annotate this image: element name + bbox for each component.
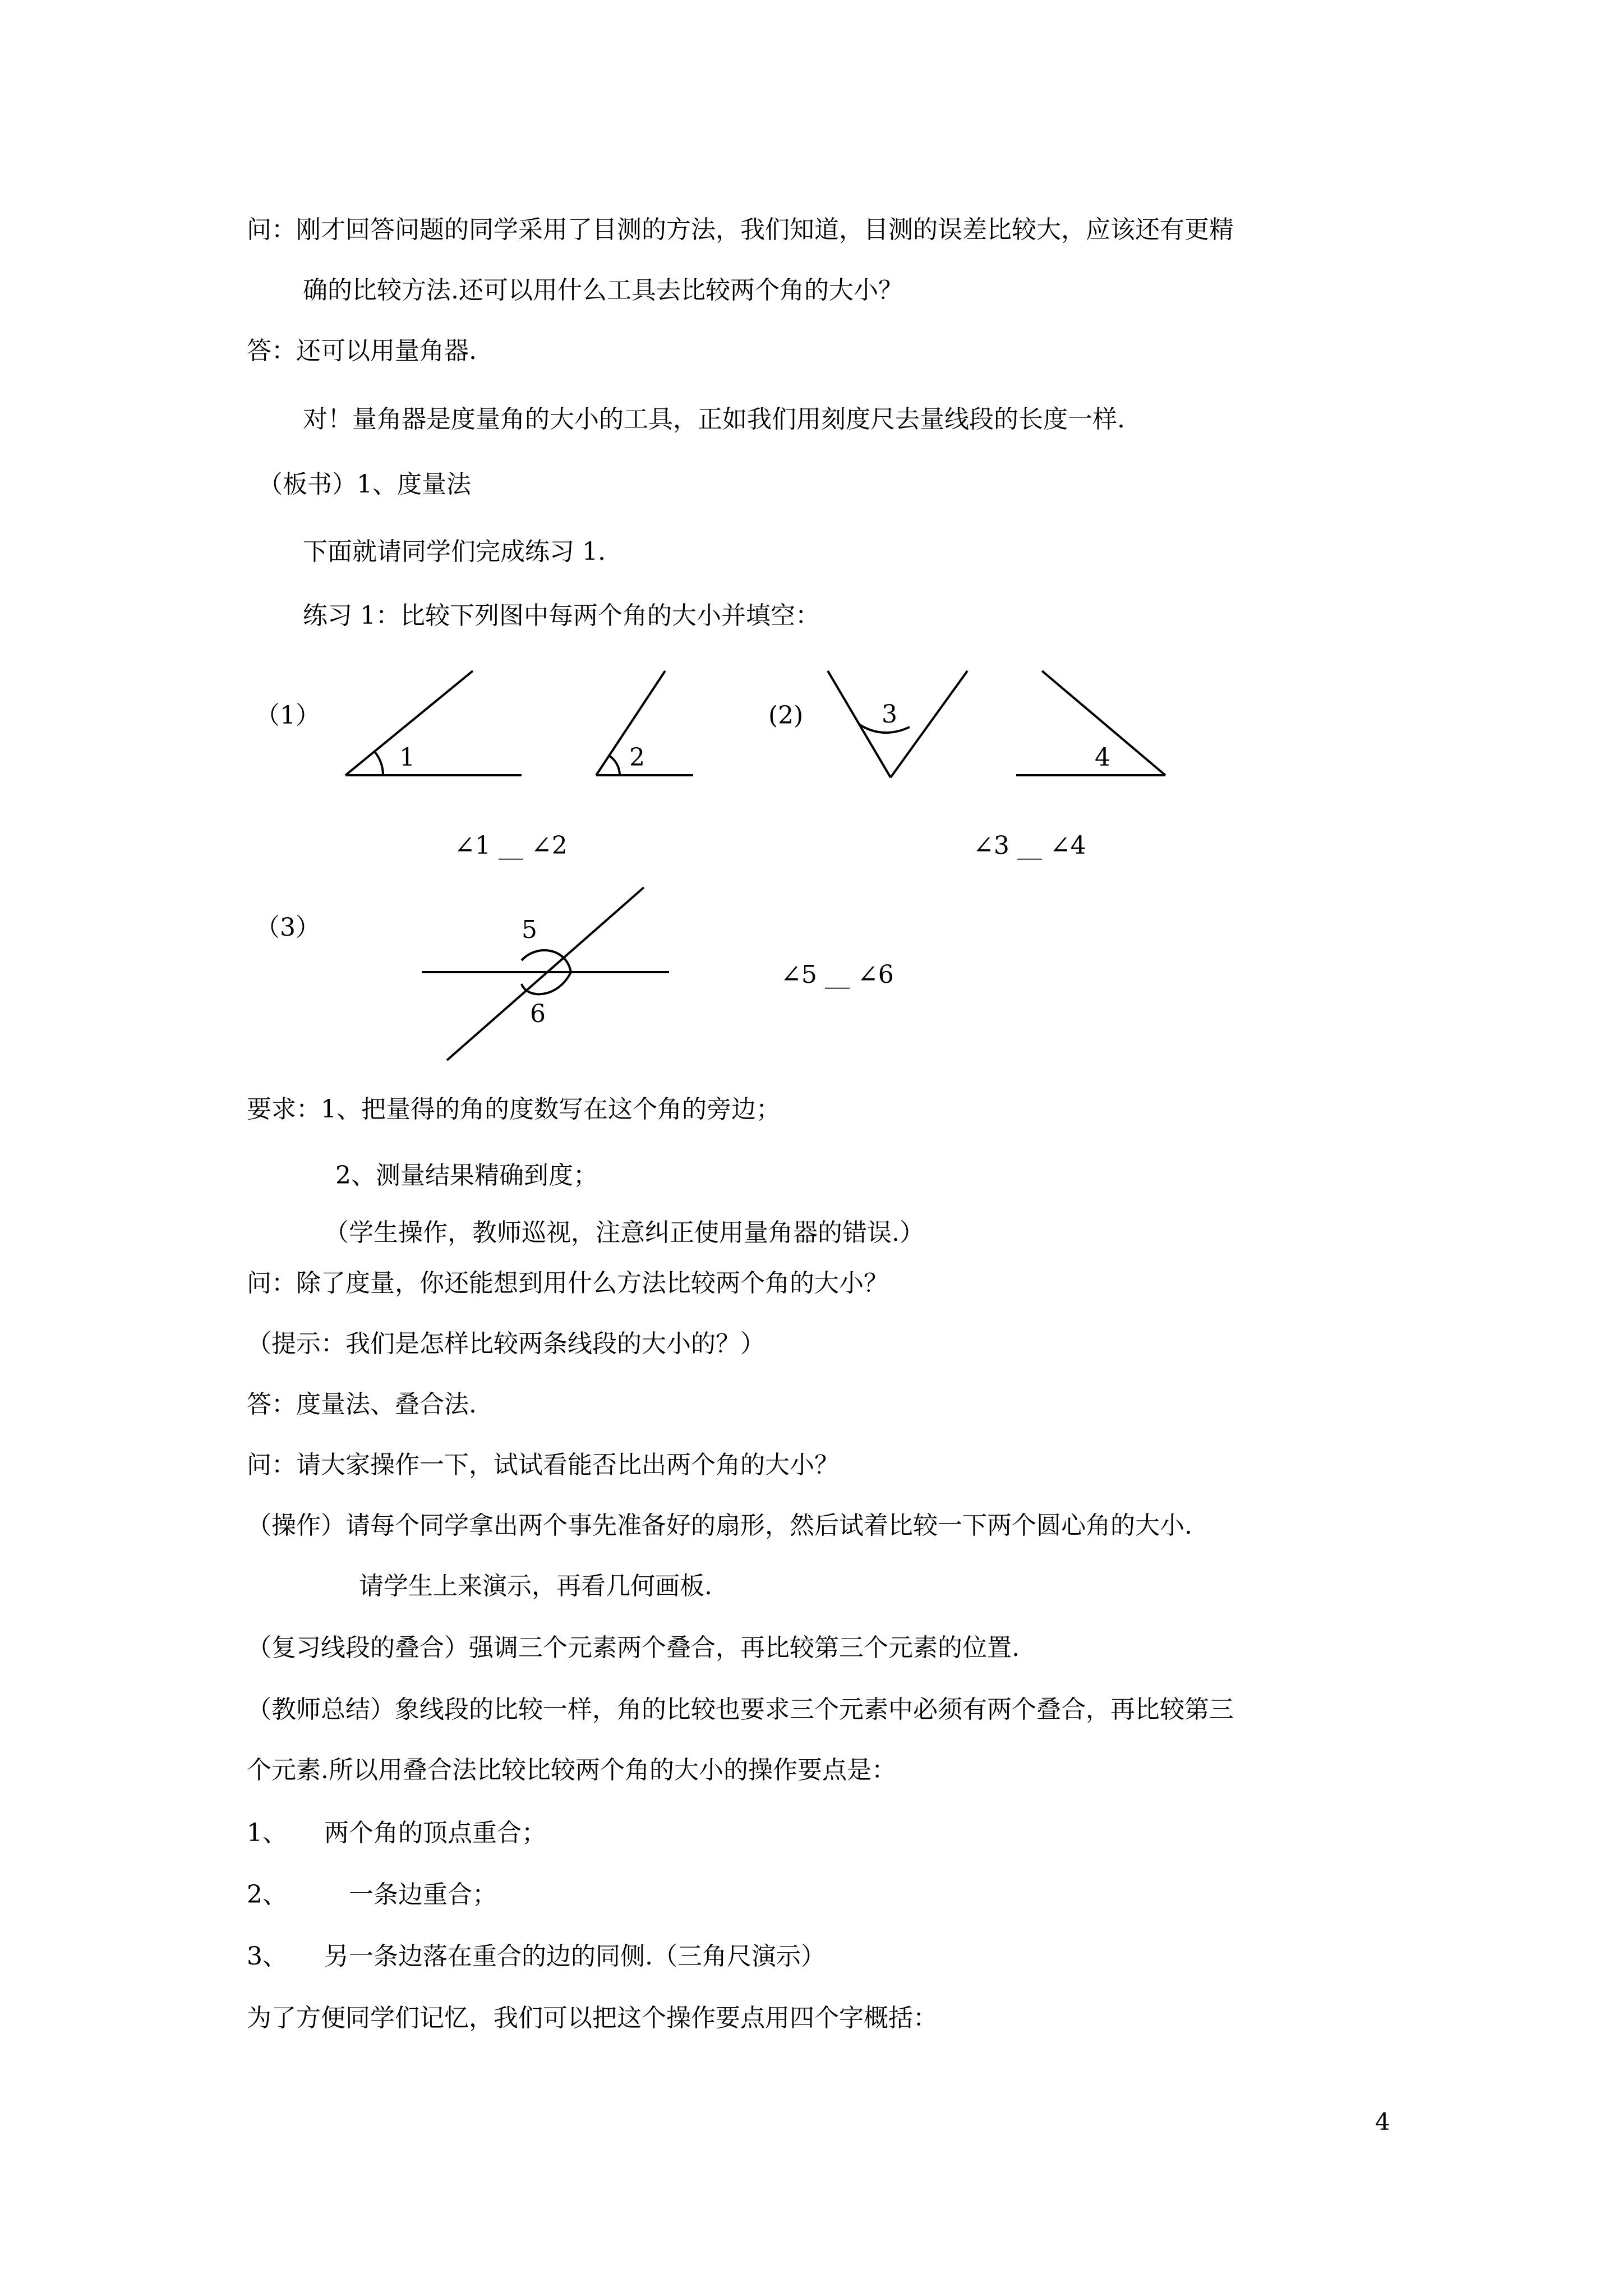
paragraph: （学生操作，教师巡视，注意纠正使用量角器的错误.） [324,1218,924,1247]
paragraph: 要求：1、把量得的角的度数写在这个角的旁边； [247,1095,781,1124]
angle-3-drawing [828,671,967,777]
angle-4-drawing [1016,671,1165,775]
paragraph: 2、测量结果精确到度； [335,1161,598,1190]
angle-6-label: 6 [530,1000,546,1028]
paragraph: 对！量角器是度量角的大小的工具，正如我们用刻度尺去量线段的长度一样. [303,405,1125,434]
angle-5-6-drawing [422,887,669,1060]
paragraph: （操作）请每个同学拿出两个事先准备好的扇形，然后试着比较一下两个圆心角的大小. [247,1511,1192,1540]
paragraph: （教师总结）象线段的比较一样，角的比较也要求三个元素中必须有两个叠合，再比较第三 [247,1695,1234,1724]
comparison-1-2: ∠1 __ ∠2 [454,831,568,860]
page-number: 4 [1375,2108,1390,2136]
paragraph: 问：除了度量，你还能想到用什么方法比较两个角的大小？ [247,1269,888,1297]
angle-4-label: 4 [1095,743,1110,772]
paragraph: 答：还可以用量角器. [247,337,477,365]
angle-1-drawing [345,671,522,775]
angle-2-label: 2 [629,743,645,772]
paragraph: （提示：我们是怎样比较两条线段的大小的？） [247,1329,765,1358]
paragraph: 3、 另一条边落在重合的边的同侧.（三角尺演示） [247,1942,826,1971]
paragraph: 答：度量法、叠合法. [247,1390,477,1419]
angle-5-label: 5 [522,915,537,944]
paragraph: 1、 两个角的顶点重合； [247,1819,546,1847]
comparison-3-4: ∠3 __ ∠4 [973,831,1086,860]
paragraph: 为了方便同学们记忆，我们可以把这个操作要点用四个字概括： [247,2004,938,2032]
paragraph: 下面就请同学们完成练习 1. [303,537,606,566]
group-label-2: (2) [768,701,804,730]
paragraph: 问：刚才回答问题的同学采用了目测的方法，我们知道，目测的误差比较大，应该还有更精 [247,215,1234,244]
paragraph: 确的比较方法.还可以用什么工具去比较两个角的大小？ [303,276,903,305]
comparison-5-6: ∠5 __ ∠6 [781,960,894,989]
paragraph: 2、 一条边重合； [247,1880,497,1909]
paragraph: 问：请大家操作一下，试试看能否比出两个角的大小？ [247,1451,839,1479]
group-label-1: （1） [255,701,320,730]
paragraph: （复习线段的叠合）强调三个元素两个叠合，再比较第三个元素的位置. [247,1634,1020,1662]
paragraph: 练习 1：比较下列图中每两个角的大小并填空： [303,601,820,630]
paragraph: 请学生上来演示，再看几何画板. [359,1572,712,1600]
exercise-figure [0,0,1623,1066]
angle-3-label: 3 [882,700,897,729]
paragraph: （板书）1、度量法 [258,470,471,499]
paragraph: 个元素.所以用叠合法比较比较两个角的大小的操作要点是： [247,1756,896,1784]
angle-1-label: 1 [399,743,415,772]
group-label-3: （3） [255,913,320,942]
